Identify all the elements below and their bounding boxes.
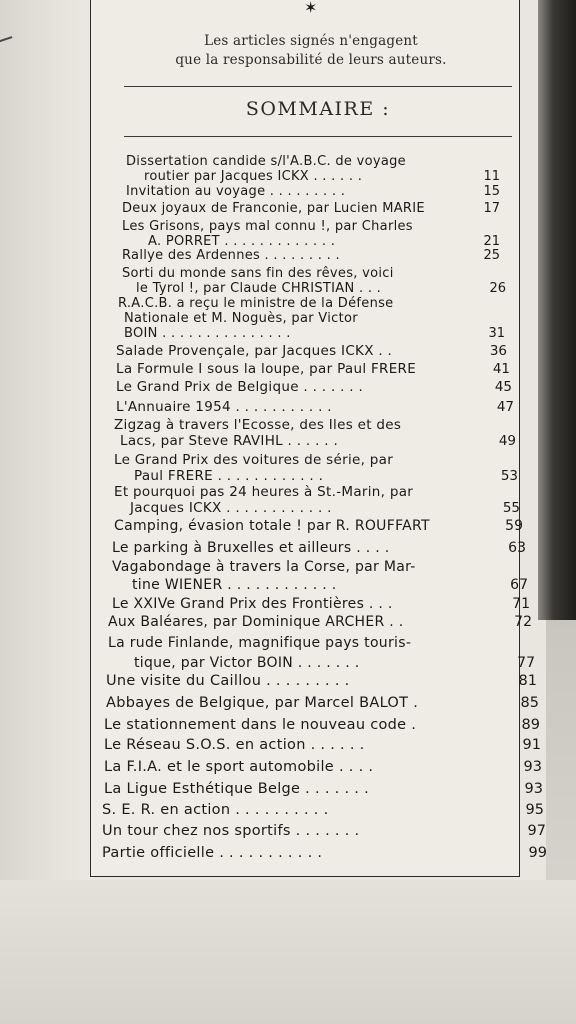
toc-entry-title: Les Grisons, pays mal connu !, par Charles	[122, 219, 413, 234]
toc-page-number: 85	[520, 695, 539, 711]
toc-entry-title: Rallye des Ardennes . . . . . . . . .	[122, 248, 340, 263]
toc-entry-title-continued: Paul FRERE . . . . . . . . . . . .	[134, 468, 324, 484]
toc-entry-title: Le XXIVe Grand Prix des Frontières . . .	[112, 596, 393, 612]
toc-entry-title: Aux Baléares, par Dominique ARCHER . .	[108, 614, 404, 630]
toc-entry-title: Camping, évasion totale ! par R. ROUFFART	[114, 518, 430, 534]
toc-page-number: 72	[514, 614, 532, 630]
toc-entry-title-continued: Nationale et M. Noguès, par Victor	[124, 311, 358, 326]
toc-page-number: 26	[489, 281, 506, 296]
toc-entry-title: Zigzag à travers l'Ecosse, des Iles et des	[114, 417, 402, 433]
toc-entry-title-continued: BOIN . . . . . . . . . . . . . . .	[124, 326, 291, 341]
contents-heading: SOMMAIRE :	[245, 98, 391, 120]
toc-entry-title: La Ligue Esthétique Belge . . . . . . .	[104, 781, 370, 797]
toc-page-number: 93	[524, 781, 543, 797]
toc-entry-title: Le Grand Prix de Belgique . . . . . . .	[116, 379, 364, 395]
toc-page-number: 55	[502, 500, 520, 516]
toc-entry-title: La F.I.A. et le sport automobile . . . .	[104, 759, 374, 775]
toc-page-number: 59	[505, 518, 523, 534]
toc-page-number: 53	[500, 468, 518, 484]
toc-page-number: 89	[521, 717, 540, 733]
disclaimer-line-1: Les articles signés n'engagent	[204, 33, 418, 49]
toc-page-number: 93	[523, 759, 542, 775]
toc-entry-title-continued: Jacques ICKX . . . . . . . . . . . .	[130, 500, 332, 516]
toc-entry-title: La Formule I sous la loupe, par Paul FRERE	[116, 361, 417, 377]
toc-entry-title: La rude Finlande, magnifique pays touris-	[108, 635, 412, 651]
toc-entry-title: Le Grand Prix des voitures de série, par	[114, 452, 394, 468]
toc-entry-title: Invitation au voyage . . . . . . . . .	[126, 184, 346, 199]
toc-page-number: 67	[510, 577, 528, 593]
toc-page-number: 91	[522, 737, 541, 753]
toc-page-number: 25	[483, 248, 500, 263]
toc-entry-title: Salade Provençale, par Jacques ICKX . .	[116, 343, 393, 359]
toc-entry-title: Partie officielle . . . . . . . . . . .	[102, 845, 323, 861]
toc-entry-title: R.A.C.B. a reçu le ministre de la Défense	[118, 296, 394, 311]
toc-page-number: 31	[488, 326, 505, 341]
toc-entry-title-continued: A. PORRET . . . . . . . . . . . . .	[148, 234, 336, 249]
toc-page-number: 36	[489, 343, 507, 359]
toc-entry-title: Un tour chez nos sportifs . . . . . . .	[102, 823, 360, 839]
star-ornament: ✶	[304, 0, 318, 17]
toc-entry-title: Vagabondage à travers la Corse, par Mar-	[112, 559, 416, 575]
toc-entry-title: Abbayes de Belgique, par Marcel BALOT .	[106, 695, 419, 711]
toc-page-number: 41	[492, 361, 510, 377]
toc-entry-title: Deux joyaux de Franconie, par Lucien MARIE	[122, 201, 425, 216]
toc-entry-title-continued: routier par Jacques ICKX . . . . . .	[144, 169, 363, 184]
toc-page-number: 71	[512, 596, 530, 612]
toc-page-number: 97	[527, 823, 546, 839]
toc-page-number: 77	[517, 655, 535, 671]
toc-entry-title: Et pourquoi pas 24 heures à St.-Marin, par	[114, 484, 414, 500]
toc-entry-title: Dissertation candide s/l'A.B.C. de voyage	[126, 154, 406, 169]
toc-entry-title: L'Annuaire 1954 . . . . . . . . . . .	[116, 399, 332, 415]
toc-entry-title-continued: tique, par Victor BOIN . . . . . . .	[134, 655, 360, 671]
disclaimer-line-2: que la responsabilité de leurs auteurs.	[175, 52, 447, 68]
toc-entry-title: Le Réseau S.O.S. en action . . . . . .	[104, 737, 365, 753]
toc-page-number: 63	[508, 540, 526, 556]
toc-entry-title-continued: Lacs, par Steve RAVIHL . . . . . .	[120, 433, 339, 449]
toc-page-number: 49	[498, 433, 516, 449]
toc-page-number: 15	[483, 184, 500, 199]
toc-entry-title: Le stationnement dans le nouveau code .	[104, 717, 417, 733]
toc-page-number: 17	[483, 201, 500, 216]
toc-page-number: 11	[483, 169, 500, 184]
toc-page-number: 81	[518, 673, 537, 689]
toc-page-number: 45	[494, 379, 512, 395]
toc-entry-title: Une visite du Caillou . . . . . . . . .	[106, 673, 350, 689]
toc-entry-title: Sorti du monde sans fin des rêves, voici	[122, 266, 394, 281]
toc-entry-title: Le parking à Bruxelles et ailleurs . . . .	[112, 540, 390, 556]
toc-entry-title-continued: le Tyrol !, par Claude CHRISTIAN . . .	[136, 281, 382, 296]
toc-page-number: 99	[528, 845, 547, 861]
toc-page-number: 47	[496, 399, 514, 415]
toc-page-number: 95	[525, 802, 544, 818]
toc-entry-title-continued: tine WIENER . . . . . . . . . . . .	[132, 577, 337, 593]
toc-entry-title: S. E. R. en action . . . . . . . . . .	[102, 802, 329, 818]
toc-page-number: 21	[483, 234, 500, 249]
